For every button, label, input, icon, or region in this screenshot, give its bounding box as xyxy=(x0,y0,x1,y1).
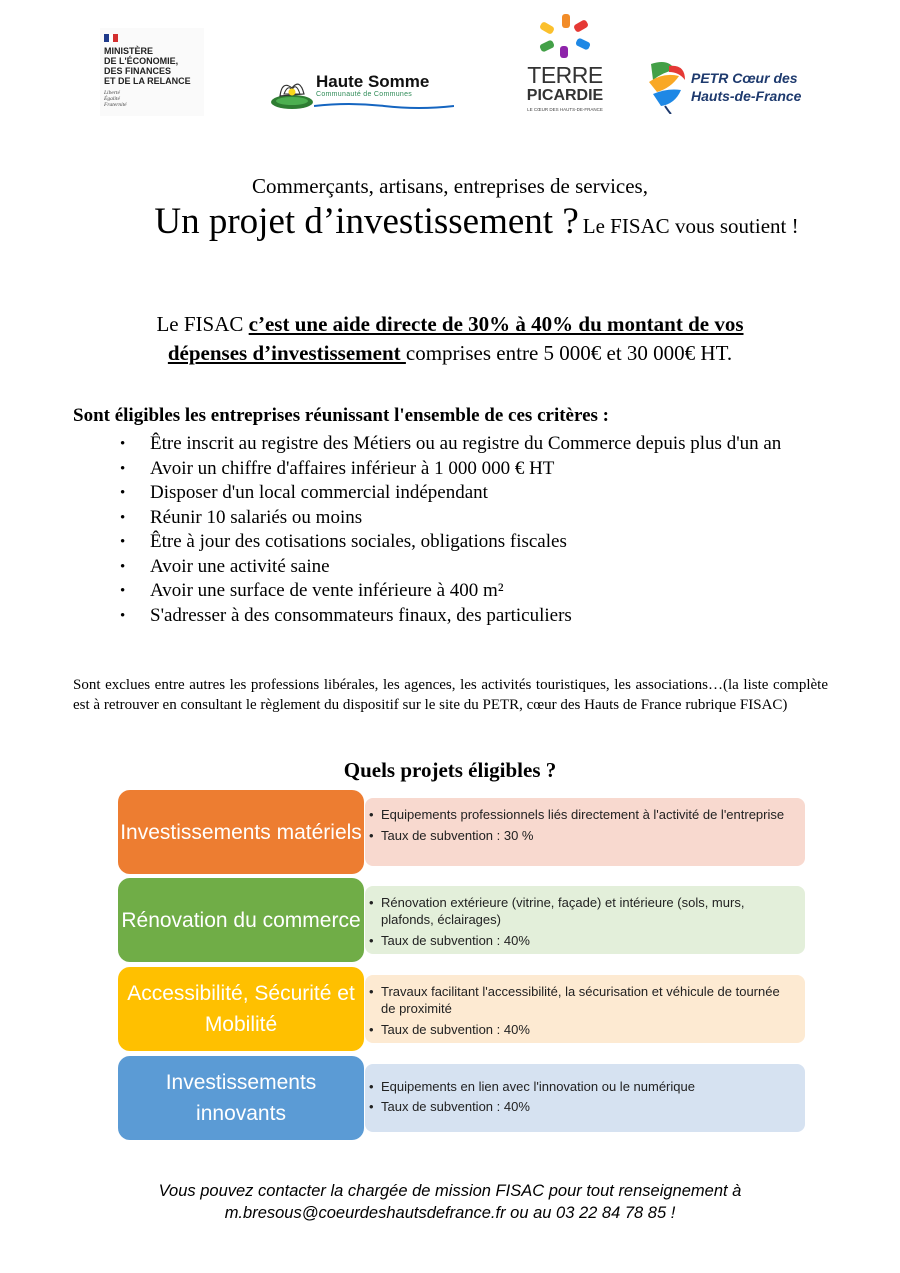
contact-line-1: Vous pouvez contacter la chargée de mission FISAC pour tout renseignement à xyxy=(158,1182,742,1200)
page-title: Un projet d’investissement ? xyxy=(154,201,579,242)
contact-line-2: m.bresous@coeurdeshautsdefrance.fr ou au 03 22 84 78 85 ! xyxy=(224,1204,676,1222)
petr-name-line1: PETR Cœur des xyxy=(691,70,798,86)
list-item: • Avoir une surface de vente inférieure à 400 m² xyxy=(120,579,810,604)
river-line-icon xyxy=(314,102,454,110)
page-subtitle: Le FISAC vous soutient ! xyxy=(582,214,799,238)
petr-name-line2: Hauts-de-France xyxy=(691,88,802,104)
project-bullet: • Rénovation extérieure (vitrine, façade) et intérieure (sols, murs, plafonds, éclairages) xyxy=(369,894,793,928)
exclusions-paragraph: Sont exclues entre autres les professions libérales, les agences, les activités touristiques, les associations…(la liste complète est à retrouver en consultant le règlement du dispositif sur le site du PETR, cœur des Hauts de France rubrique FISAC) xyxy=(73,677,828,713)
list-item: • Avoir une activité saine xyxy=(120,555,810,580)
list-item: • Réunir 10 salariés ou moins xyxy=(120,506,810,531)
title-block xyxy=(0,200,900,243)
picardie-text: PICARDIE xyxy=(526,87,604,104)
project-label: Rénovation du commerce xyxy=(118,878,364,962)
ministere-motto: Liberté Égalité Fraternité xyxy=(104,90,127,108)
list-item: • Disposer d'un local commercial indépendant xyxy=(120,481,810,506)
project-bullet: • Taux de subvention : 40% xyxy=(369,1021,793,1038)
criteria-title: Sont éligibles les entreprises réunissant l'ensemble de ces critères : xyxy=(73,405,609,426)
project-bullet: • Taux de subvention : 40% xyxy=(369,1098,793,1115)
ministere-name: MINISTÈRE DE L'ÉCONOMIE, DES FINANCES ET DE LA RELANCE xyxy=(104,46,191,86)
contact-footer xyxy=(0,1180,900,1224)
picardie-tagline: LE CŒUR DES HAUTS-DE-FRANCE xyxy=(527,107,603,112)
criteria-list xyxy=(120,432,810,628)
projects-title: Quels projets éligibles ? xyxy=(343,758,557,782)
project-label: Investissements matériels xyxy=(118,790,364,874)
project-label: Accessibilité, Sécurité et Mobilité xyxy=(118,967,364,1051)
terre-text: TERRE xyxy=(527,62,603,88)
list-item: • Être inscrit au registre des Métiers ou au registre du Commerce depuis plus d'un an xyxy=(120,432,810,457)
list-item: • S'adresser à des consommateurs finaux, des particuliers xyxy=(120,604,810,629)
terre-picardie-logo xyxy=(520,12,610,117)
project-bullet: • Taux de subvention : 30 % xyxy=(369,827,793,844)
star-burst-icon xyxy=(530,12,600,60)
project-details-box xyxy=(365,975,805,1043)
petr-emblem-icon xyxy=(645,58,689,114)
aid-highlight-1: c’est une aide directe de 30% à 40% du montant de vos xyxy=(248,312,744,336)
project-details-box xyxy=(365,798,805,866)
project-bullet: • Travaux facilitant l'accessibilité, la sécurisation et véhicule de tournée de proximité xyxy=(369,983,793,1017)
list-item: • Avoir un chiffre d'affaires inférieur à 1 000 000 € HT xyxy=(120,457,810,482)
water-lily-icon xyxy=(270,72,318,112)
project-details-box xyxy=(365,1064,805,1132)
ministere-logo xyxy=(100,28,204,116)
aid-rest: comprises entre 5 000€ et 30 000€ HT. xyxy=(405,341,733,365)
haute-somme-logo xyxy=(270,70,455,116)
aid-lead: Le FISAC xyxy=(156,312,249,336)
list-item: • Être à jour des cotisations sociales, obligations fiscales xyxy=(120,530,810,555)
project-bullet: • Equipements professionnels liés directement à l'activité de l'entreprise xyxy=(369,806,793,823)
aid-statement xyxy=(60,310,840,368)
aid-highlight-2: dépenses d’investissement xyxy=(167,341,406,365)
project-bullet: • Taux de subvention : 40% xyxy=(369,932,793,949)
project-details-box xyxy=(365,886,805,954)
project-label: Investissements innovants xyxy=(118,1056,364,1140)
petr-logo xyxy=(645,56,820,116)
intro-line: Commerçants, artisans, entreprises de services, xyxy=(252,174,648,198)
haute-somme-name: Haute Somme xyxy=(316,72,430,91)
project-bullet: • Equipements en lien avec l'innovation ou le numérique xyxy=(369,1078,793,1095)
haute-somme-subtitle: Communauté de Communes xyxy=(316,91,413,98)
french-flag-icon xyxy=(104,34,118,42)
